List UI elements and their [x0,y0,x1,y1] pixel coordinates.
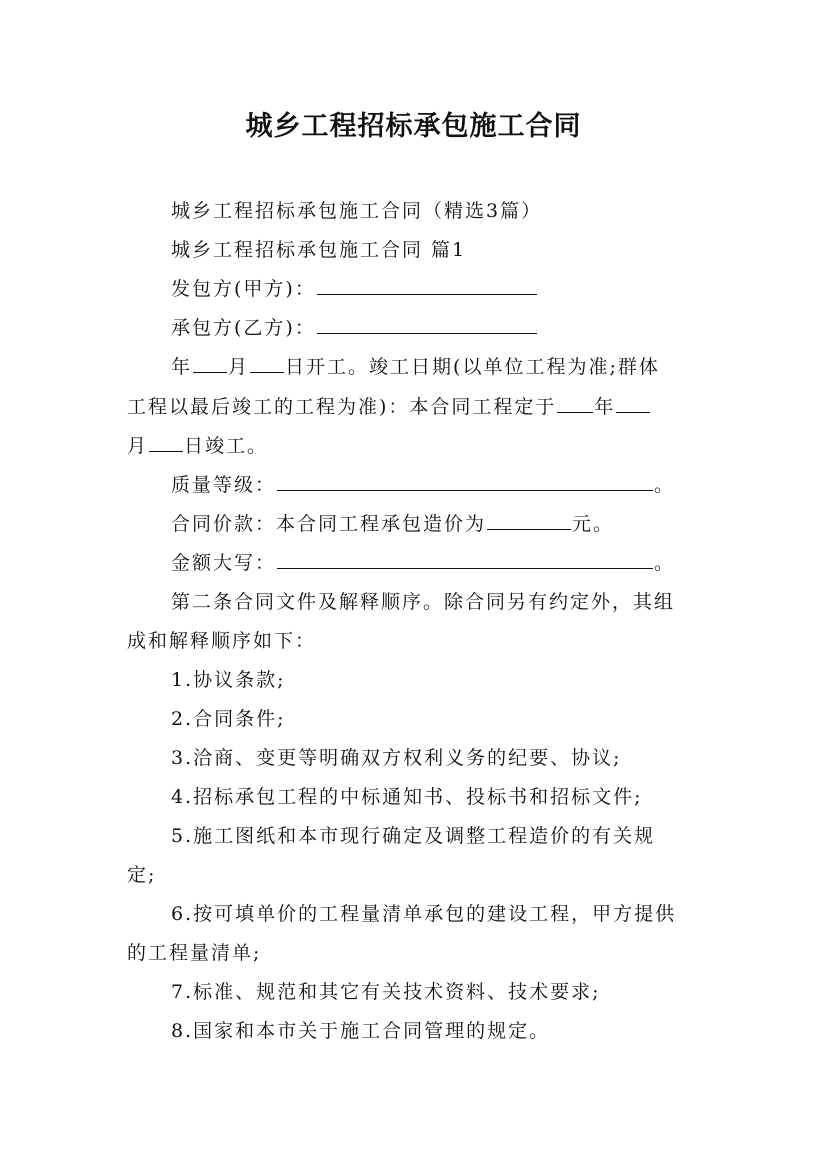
schedule-line-2: 工程以最后竣工的工程为准)：本合同工程定于 年 [127,394,707,420]
price-line: 合同价款：本合同工程承包造价为 元。 [171,513,615,535]
end-year-blank[interactable] [557,394,593,413]
list-item-2: 2.合同条件; [171,708,286,730]
party-b-line: 承包方(乙方)： [171,315,711,341]
amount-line: 金额大写： 。 [171,552,676,574]
article-2-line-1: 第二条合同文件及解释顺序。除合同另有约定外，其组 [171,591,676,613]
list-item-5-line-2: 定; [127,864,157,886]
party-a-blank[interactable] [317,276,537,295]
amount-blank[interactable] [277,550,653,569]
start-month-blank[interactable] [193,354,227,373]
list-item-7: 7.标准、规范和其它有关技术资料、技术要求; [171,981,601,1003]
quality-line: 质量等级： 。 [171,474,676,496]
section-heading: 城乡工程招标承包施工合同 篇1 [171,239,467,261]
end-day-blank[interactable] [149,433,183,452]
party-b-blank[interactable] [317,315,537,334]
subtitle: 城乡工程招标承包施工合同（精选3篇） [171,200,543,222]
list-item-5-line-1: 5.施工图纸和本市现行确定及调整工程造价的有关规 [171,825,656,847]
list-item-4: 4.招标承包工程的中标通知书、投标书和招标文件; [171,786,643,808]
party-a-line: 发包方(甲方)： [171,276,711,302]
schedule-line-1: 年 月 日开工。竣工日期(以单位工程为准;群体 [171,356,660,378]
price-blank[interactable] [487,511,571,530]
start-day-blank[interactable] [250,354,284,373]
schedule-line-3: 月 日竣工。 [127,435,269,457]
document-title: 城乡工程招标承包施工合同 [245,111,582,142]
list-item-6-line-1: 6.按可填单价的工程量清单承包的建设工程，甲方提供 [171,903,677,925]
list-item-8: 8.国家和本市关于施工合同管理的规定。 [171,1020,551,1042]
article-2-line-2: 成和解释顺序如下： [127,630,317,652]
quality-blank[interactable] [277,472,653,491]
list-item-3: 3.洽商、变更等明确双方权利义务的纪要、协议; [171,747,622,769]
list-item-1: 1.协议条款; [171,669,286,691]
list-item-6-line-2: 的工程量清单; [127,942,262,964]
end-month-blank[interactable] [616,394,650,413]
